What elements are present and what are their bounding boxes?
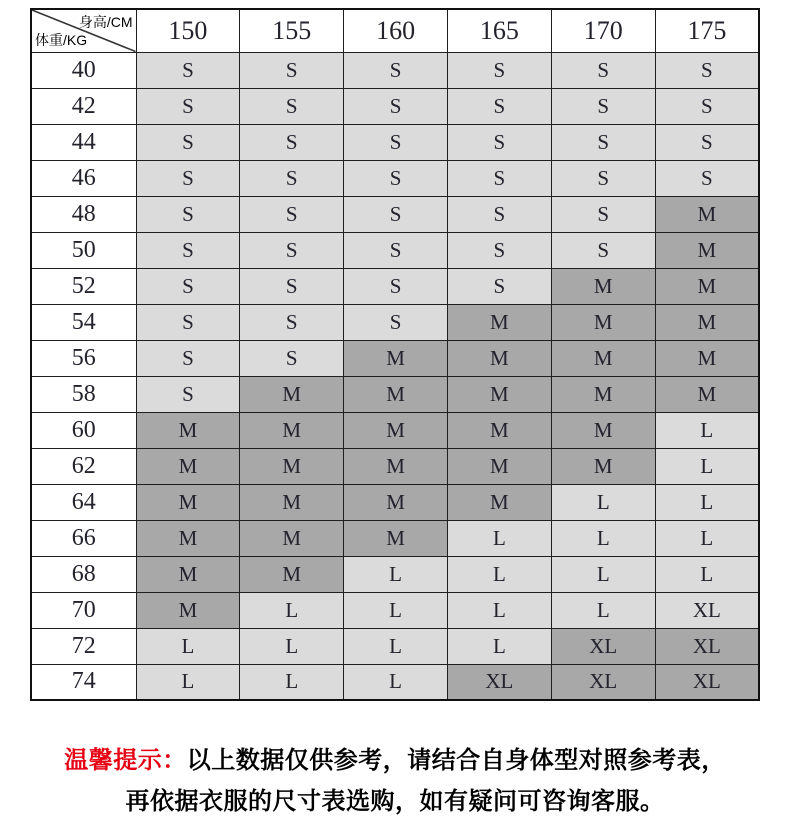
size-cell: M: [240, 484, 344, 520]
size-cell: S: [240, 268, 344, 304]
size-cell: M: [447, 304, 551, 340]
size-cell: L: [447, 628, 551, 664]
table-row: [31, 232, 759, 268]
weight-row-header: 68: [31, 556, 136, 592]
table-row: [31, 556, 759, 592]
size-cell: S: [344, 196, 448, 232]
table-row: [31, 304, 759, 340]
size-cell: M: [136, 484, 240, 520]
size-cell: M: [655, 340, 759, 376]
size-cell: L: [240, 628, 344, 664]
height-column-header: 155: [240, 9, 344, 52]
weight-row-header: 52: [31, 268, 136, 304]
size-cell: S: [136, 124, 240, 160]
size-cell: S: [344, 268, 448, 304]
size-cell: S: [551, 232, 655, 268]
reminder-line-1: [0, 740, 790, 781]
size-cell: L: [447, 520, 551, 556]
size-cell: S: [447, 124, 551, 160]
size-cell: M: [344, 412, 448, 448]
size-cell: S: [551, 88, 655, 124]
table-row: [31, 340, 759, 376]
size-cell: M: [447, 340, 551, 376]
size-cell: XL: [655, 592, 759, 628]
size-cell: M: [240, 556, 344, 592]
corner-cell: [31, 9, 136, 52]
size-cell: S: [240, 196, 344, 232]
size-cell: XL: [447, 664, 551, 700]
size-cell: L: [240, 592, 344, 628]
size-cell: L: [447, 556, 551, 592]
size-cell: S: [136, 88, 240, 124]
size-cell: L: [655, 484, 759, 520]
size-cell: S: [240, 160, 344, 196]
height-column-header: 150: [136, 9, 240, 52]
table-row: [31, 376, 759, 412]
weight-row-header: 64: [31, 484, 136, 520]
weight-row-header: 70: [31, 592, 136, 628]
weight-row-header: 54: [31, 304, 136, 340]
size-cell: L: [655, 520, 759, 556]
size-chart-table: [30, 8, 760, 701]
table-row: [31, 196, 759, 232]
weight-row-header: 40: [31, 52, 136, 88]
size-cell: M: [655, 376, 759, 412]
size-cell: S: [240, 52, 344, 88]
size-cell: M: [136, 412, 240, 448]
height-column-header: 165: [447, 9, 551, 52]
reminder-line-2: 再依据衣服的尺寸表选购，如有疑问可咨询客服。: [125, 788, 665, 815]
height-column-header: 175: [655, 9, 759, 52]
table-row: [31, 412, 759, 448]
size-cell: L: [655, 556, 759, 592]
size-cell: L: [344, 556, 448, 592]
size-cell: S: [551, 124, 655, 160]
table-row: [31, 160, 759, 196]
size-cell: S: [136, 268, 240, 304]
size-cell: S: [447, 52, 551, 88]
size-cell: S: [344, 232, 448, 268]
size-cell: M: [655, 232, 759, 268]
size-cell: M: [551, 412, 655, 448]
size-cell: S: [136, 376, 240, 412]
weight-row-header: 42: [31, 88, 136, 124]
size-cell: S: [655, 124, 759, 160]
size-cell: M: [136, 520, 240, 556]
reminder-footer: [0, 740, 790, 822]
size-cell: S: [447, 160, 551, 196]
height-column-header: 160: [344, 9, 448, 52]
table-row: [31, 664, 759, 700]
size-cell: S: [655, 52, 759, 88]
size-cell: XL: [655, 628, 759, 664]
weight-row-header: 60: [31, 412, 136, 448]
size-cell: L: [551, 520, 655, 556]
size-cell: M: [344, 484, 448, 520]
size-cell: L: [551, 484, 655, 520]
size-cell: M: [344, 448, 448, 484]
size-cell: M: [551, 376, 655, 412]
size-cell: S: [136, 304, 240, 340]
size-cell: M: [240, 448, 344, 484]
size-cell: L: [240, 664, 344, 700]
size-cell: M: [447, 412, 551, 448]
size-cell: S: [344, 160, 448, 196]
size-cell: S: [240, 340, 344, 376]
size-cell: XL: [551, 628, 655, 664]
weight-row-header: 72: [31, 628, 136, 664]
weight-row-header: 50: [31, 232, 136, 268]
reminder-line-1-text: 以上数据仅供参考，请结合自身体型对照参考表，: [186, 747, 726, 774]
size-cell: L: [655, 448, 759, 484]
size-cell: S: [447, 232, 551, 268]
size-cell: M: [551, 340, 655, 376]
size-cell: M: [551, 448, 655, 484]
size-cell: S: [655, 160, 759, 196]
weight-row-header: 48: [31, 196, 136, 232]
size-cell: XL: [655, 664, 759, 700]
weight-row-header: 56: [31, 340, 136, 376]
size-cell: L: [447, 592, 551, 628]
table-row: [31, 124, 759, 160]
size-cell: M: [344, 520, 448, 556]
weight-row-header: 58: [31, 376, 136, 412]
size-cell: M: [344, 376, 448, 412]
size-cell: S: [447, 88, 551, 124]
size-cell: S: [240, 232, 344, 268]
size-cell: S: [240, 304, 344, 340]
table-body: [31, 52, 759, 700]
size-cell: S: [240, 88, 344, 124]
size-cell: S: [136, 52, 240, 88]
height-column-header: 170: [551, 9, 655, 52]
size-cell: M: [447, 448, 551, 484]
size-cell: M: [655, 268, 759, 304]
reminder-highlight: 温馨提示：: [64, 747, 187, 774]
size-cell: M: [447, 376, 551, 412]
table-row: [31, 520, 759, 556]
weight-row-header: 44: [31, 124, 136, 160]
size-cell: S: [344, 52, 448, 88]
header-row: [31, 9, 759, 52]
size-cell: L: [551, 592, 655, 628]
size-cell: L: [344, 664, 448, 700]
size-cell: M: [240, 412, 344, 448]
size-cell: M: [240, 376, 344, 412]
corner-label-weight: 体重/KG: [35, 31, 88, 48]
weight-row-header: 66: [31, 520, 136, 556]
size-cell: M: [136, 556, 240, 592]
size-cell: S: [551, 196, 655, 232]
size-cell: M: [136, 448, 240, 484]
size-cell: S: [447, 196, 551, 232]
size-cell: M: [655, 304, 759, 340]
size-cell: M: [240, 520, 344, 556]
size-cell: M: [551, 304, 655, 340]
size-cell: M: [655, 196, 759, 232]
table-row: [31, 88, 759, 124]
size-cell: S: [136, 340, 240, 376]
table-row: [31, 484, 759, 520]
size-cell: M: [551, 268, 655, 304]
size-cell: L: [136, 628, 240, 664]
size-cell: L: [655, 412, 759, 448]
corner-label-height: 身高/CM: [78, 14, 133, 30]
size-cell: M: [136, 592, 240, 628]
size-cell: S: [344, 88, 448, 124]
table-row: [31, 592, 759, 628]
table-row: [31, 52, 759, 88]
weight-row-header: 46: [31, 160, 136, 196]
size-cell: L: [344, 592, 448, 628]
size-cell: M: [344, 340, 448, 376]
size-cell: M: [447, 484, 551, 520]
size-cell: S: [136, 160, 240, 196]
size-cell: S: [655, 88, 759, 124]
size-cell: S: [551, 52, 655, 88]
size-cell: S: [344, 124, 448, 160]
size-cell: L: [344, 628, 448, 664]
size-cell: S: [240, 124, 344, 160]
size-cell: S: [447, 268, 551, 304]
table-row: [31, 448, 759, 484]
size-cell: L: [136, 664, 240, 700]
size-cell: S: [136, 232, 240, 268]
table-row: [31, 268, 759, 304]
size-cell: S: [136, 196, 240, 232]
size-cell: S: [551, 160, 655, 196]
weight-row-header: 62: [31, 448, 136, 484]
weight-row-header: 74: [31, 664, 136, 700]
table-row: [31, 628, 759, 664]
size-cell: L: [551, 556, 655, 592]
size-cell: S: [344, 304, 448, 340]
size-cell: XL: [551, 664, 655, 700]
